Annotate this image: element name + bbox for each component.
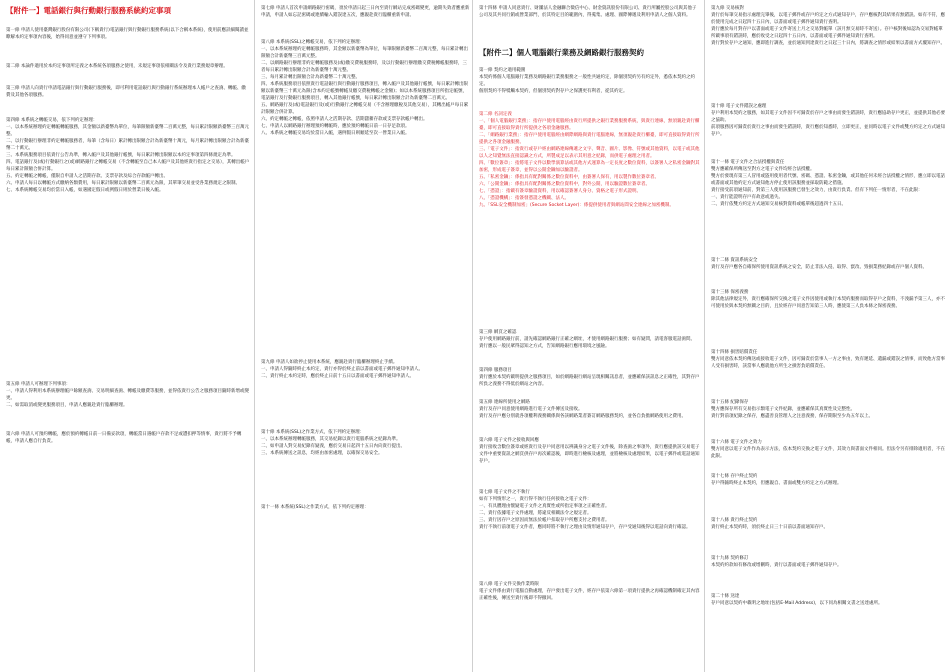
column-4 xyxy=(705,0,950,672)
attachment-1-title: 【附件一】電話銀行與行動銀行服務系統約定事項 xyxy=(6,6,171,15)
clause: 第六條 申請人可預約轉帳，應於預約轉帳日前一日備妥款項，轉帳當日遇帳戶存款不足或遭扣押等情事，貴行將不予轉帳，申請人應自行負責。 xyxy=(6,432,242,444)
clause: 第八條 本系統(SSL)之轉帳交易，依下列約定辦理： 一、以本系統辦理約定轉帳服務時，其金額以新臺幣為單位，每筆限額新臺幣二百萬元整，每日累計轉出限額合計新臺幣三百萬元整。 二、以網路銀行辦理非約定轉帳服務及(或)繳交費稅服務時，及以行動銀行辦理繳交費稅轉帳服務時，三者每日累計轉出限額合計為新臺幣十萬元整。 三、每月累計轉出限額合計為新臺幣二十萬元整。 四、本系統服務項目依照貴行電話銀行與行動銀行服務項目，轉入帳戶及其他銀行帳號，每日累計轉出限額以新臺幣三十萬元為限(含本約定帳號轉帳及繳交費稅轉帳之金額)；如以本系統服務項目所指定帳號，電話銀行及行動銀行服務項目，轉入其他銀行帳號，每日累計轉出限額合計為新臺幣二百萬元。 五、網路銀行及(或)電話銀行及(或)行動銀行之轉帳交易（不含辦理繳稅及其他交易），其轉出帳戶每日累計限額合併計算。 六、約定轉帳之轉帳，依照申請人之活期存款、活期儲蓄存款或支票存款帳戶轉出。 七、申請人以網路銀行辦理預約轉帳時，應於預約轉帳日前一日存足款項。 八、本系統之轉帳交易均於當日入帳，遇例假日則順延至次一營業日入帳。 xyxy=(261,40,469,136)
clause: 第八條 電子文件交換作業時限 電子文件係由貴行電腦自動處理，存戶發出電子文件，經存戶依第六條第一項貴行提供之再確認機制確定其內容正確性後，傳送至貴行後即不得撤回。 xyxy=(479,582,700,601)
clause: 第二十條 送達 存戶同意以契約中載明之地址(包括E-Mail Address)，以下同為相關文書之送達處所。 xyxy=(711,594,883,606)
clause: 第四條 本系統之轉帳交易，依下列約定辦理： 一、以本系統辦理約定轉帳轉帳服務，其金額以新臺幣為單位，每筆限額新臺幣二百萬元整，每日累計限額新臺幣三百萬元整。 二、以行動銀行辦理非約定轉帳服務者，每筆（含每日）累計轉出限額合計為新臺幣十萬元，每月累計轉出限額合計為新臺幣二十萬元。 三、本系統服務項目依貴行公告為準，轉入帳戶及其他銀行帳號，每日累計轉出限額以本約定事項第四條規定為準。 四、電話銀行及(或)行動銀行之(或)網路銀行之轉帳交易（不含轉帳至自己本人帳戶及其他經貴行指定之交易），其轉出帳戶每日累計限額合併計算。 五、約定轉帳之轉帳，僅限自申請人之活期存款、支票存款及綜合存款帳戶轉出。 六、申請人每日以轉帳方式繳納各類費用，每日累計限額以新臺幣二百萬元為限，其單筆交易並受各業務規定之限制。 七、本系統轉帳交易均於當日入帳，如遇國定假日或例假日則於營業日後入帳。 xyxy=(6,118,250,193)
clause: 第九條 交易核對 貴行於每筆交易指示處理完畢後，以電子郵件或存戶約定之方式通知存戶，存戶應核對其結果有無錯誤。如有不符，應於使用完成之日起四十五日內，以書面或電子郵件通知貴行查明。 貴行應於每月對存戶以書面或電子文件寄送上月之交易對帳單（該月無交易時不寄送）。存戶核對後如認為交易對帳單所載事項有錯誤時，應於收受之日起四十五日內，以書面或電子郵件通知貴行查明。 貴行對於存戶之通知，應即進行調查，並於通知到達貴行之日起三十日內，將調查之情形或結果以書面方式覆知存戶。 xyxy=(711,6,945,46)
column-1 xyxy=(0,0,253,672)
clause: 第二條 本論件適用於本約定事項所定義之本系統各項服務之使用，未規定事項依相關法令及貴行業務規章辦理。 xyxy=(6,64,228,69)
clause: 第十二條 資訊系統安全 貴行及存戶應各自確保所使用資訊系統之安全，防止非法入侵、取得、竄改、毀損業務紀錄或存戶個人資料。 xyxy=(711,258,927,270)
clause: 第十四條 損害賠償責任 雙方同意依本契約傳送或接收電子文件，因可歸責於當事人一方之事由，致有遲延、遺漏或錯誤之情事，而致他方當事人受有損害時，該當事人應就他方所生之損害負賠償責任。 xyxy=(711,350,945,369)
definitions-clause: 第二條 名詞定義 一、「個人電腦銀行業務」：指存戶使用電腦經由貴行所提供之銀行業務服務系統，與貴行連線，無須親赴貴行櫃臺，即可直接取得貴行所提供之各項金融服務。 二、「網路銀行業務」：指存戶使用電腦經由網際網路與貴行電腦連線，無須親赴貴行櫃臺，即可直接取得貴行所提供之各項金融服務。 三、「電子文件」：指貴行或存戶經由網路連線傳遞之文字、聲音、圖片、影像、符號或其他資料，以電子或其他以人之知覺無法直接認識之方式，所製成足以表示其用意之紀錄，而供電子處理之用者。 四、「數位簽章」：指將電子文件以數學演算法或其他方式運算為一定長度之數位資料，以簽署人之私密金鑰對其加密，形成電子簽章，並得以公開金鑰加以驗證者。 五、「私密金鑰」：係指具有配對關係之數位資料中，由簽署人保有，用以製作數位簽章者。 六、「公開金鑰」：係指具有配對關係之數位資料中，對外公開，用以驗證數位簽章者。 七、「憑證」：指載有簽章驗證資料，用以確認簽署人身分、資格之電子形式證明。 八、「憑證機構」：指簽發憑證之機關、法人。 九、「SSL安全機制加密」(Secure Socket Layer)：係提供使用者與網站間安全連線之加密機制。 xyxy=(479,112,700,208)
clause: 第四條 服務項目 貴行應於本契約載明提供之服務項目，如於網路銀行網站呈現相關訊息者，並應確保該訊息之正確性，其對存戶所負之義務不得低於網站之內容。 xyxy=(479,368,700,387)
clause: 第十條 電子文件錯誤之處理 存戶利用本契約之服務，如其電子文件因不可歸責於存戶之事由而發生錯誤時，貴行應協助存戶更正，並提供其他必要之協助。 前項服務因可歸責於貴行之事由而發生錯誤時，貴行應於知悉時，立即更正，並同時以電子文件或雙方約定之方式通知存戶。 xyxy=(711,104,945,137)
clause: 第七條 電子文件之不執行 如有下列情形之一，貴行得不執行任何接收之電子文件： 一、有具體理由懷疑電子文件之真實性或所指定事項之正確性者。 二、貴行依據電子文件處理，將違反相關法令之規定者。 三、貴行因存戶之原因而無法於帳戶扣取存戶所應支付之費用者。 貴行不執行前項電子文件者，應同時將不執行之理由及情形通知存戶，存戶受通知後得以電話向貴行確認。 xyxy=(479,490,691,530)
clause: 第十五條 紀錄保存 雙方應保存所有交易指示類電子文件紀錄，並應確保其真實性及完整性。 貴行對前項紀錄之保存，應盡善良管理人之注意義務，保存期限至少為五年以上。 xyxy=(711,400,873,419)
clause: 第十一條 本系統(SSL)之作業方式，依下列約定辦理： xyxy=(261,505,369,510)
clause: 第十條 本系統(SSL)之作業方式，依下列約定辦理： 一、以本系統辦理轉帳服務，其交易紀錄以貴行電腦系統之紀錄為準。 二、如申請人對交易紀錄有疑義，應於交易日起四十五日內向貴行提出。 三、本系統傳送之訊息，均經由加密處理，以確保交易安全。 xyxy=(261,430,405,456)
clause: 第十六條 電子文件之效力 雙方同意以電子文件作為表示方法，依本契約交換之電子文件，其效力與書面文件相同。但法令另有排除適用者，不在此限。 xyxy=(711,440,945,459)
clause: 第九條 申請人如欲停止使用本系統，應親赴貴行臨櫃辦理終止手續。 一、申請人得隨時終止本約定，貴行亦得於終止前以書面或電子郵件通知申請人。 二、貴行終止本約定時，應於終止日前十五日以書面或電子郵件通知申請人。 xyxy=(261,360,423,379)
clause: 第三條 申請人向貴行申請電話銀行與行動銀行服務後，即可利用電話銀行與行動銀行系統辦理本人帳戶之查詢、轉帳、繳費及其他各項服務。 xyxy=(6,86,246,98)
column-3 xyxy=(473,0,703,672)
column-2 xyxy=(255,0,473,672)
clause: 第五條 連線所使用之網路 貴行及存戶同意使用網路進行電子文件傳送及接收。 貴行及存戶應分別就各項權利義務關係與各該網路業者簽訂網路服務契約，並各自負擔網路使用之費用。 xyxy=(479,400,686,419)
clause: 第十一條 電子文件之合法授權與責任 雙方應確保所傳送至對方之電子文件均經合法授權。 雙方於發現有第三人冒用或盜用使用者代號、密碼、憑證、私密金鑰，或其他任何未經合法授權之情形，應立即以電話或書面或其他約定方式通知他方停止使用該服務並採取防範之措施。 貴行接受前項通知前，對第三人使用該服務已發生之效力，由貴行負責。但有下列任一情形者，不在此限： 一、貴行能證明存戶有故意或過失。 二、貴行依雙方約定方式通知交易核對資料或帳單後超過四十五日。 xyxy=(711,160,945,207)
clause: 第十七條 存戶終止契約 存戶得隨時終止本契約，但應親自、書面或雙方約定之方式辦理。 xyxy=(711,474,842,486)
clause: 第一條 申請人使用臺灣銀行股份有限公司(下稱貴行)電話銀行與行動銀行服務系統(以下合稱本系統)，使用前應詳細閱讀並瞭解本約定事項內容後，始得同意並遵守下列事項。 xyxy=(6,28,249,40)
clause: 第十三條 保密義務 除其他法律規定外，貴行應確保所交換之電子文件因使用或執行本契約服務而取得存戶之資料，不洩漏予第三人，亦不可使用於與本契約無關之目的，且於經存戶同意告知第三人時，應使第三人負本條之保密義務。 xyxy=(711,290,945,309)
clause: 第十九條 契約修訂 本契約約款如有修改或增刪時，貴行以書面或電子郵件通知存戶。 xyxy=(711,556,842,568)
clause: 第三條 網頁之確認 存戶使用網路銀行前，請先確認網路銀行正確之網址，才使用網路銀行服務；如有疑問，請電客服電話詢問。 貴行應以一般民眾得認知之方式，告知網路銀行應用環境之風險。 xyxy=(479,330,695,349)
clause: 第十八條 貴行終止契約 貴行終止本契約時，須於終止日三十日前以書面通知存戶。 xyxy=(711,518,828,530)
clause: 第一條 契約之適用範圍 本契約係個人電腦銀行業務及網路銀行業務服務之一般性共通約定，除個別契約另有約定外，悉依本契約之約定。 個別契約不得牴觸本契約，但個別契約對存戶之保護更有利者，從其約定。 xyxy=(479,68,695,94)
clause: 第七條 申請人首次申請網路銀行密碼，須於申請日起三日內至貴行網站完成密碼變更，逾期失效者應重新申請，申請人如忘記密碼或連續輸入錯誤達五次，應親赴貴行臨櫃重新申請。 xyxy=(261,6,470,18)
attachment-2-title: 【附件二】個人電腦銀行業務及網路銀行服務契約 xyxy=(479,48,644,57)
clause: 第五條 申請人可辦理下列事項： 一、申請人得利用本系統辦理帳戶餘額查詢、交易明細查詢、轉帳及繳費等服務，並得依貴行公告之服務項目隨時新增或變更。 二、如需取消或變更服務項目，申請人應親赴貴行臨櫃辦理。 xyxy=(6,382,249,408)
clause: 第六條 電子文件之接收與回應 貴行接收含數位簽章或經貴行及存戶同意用以辨識身分之電子文件後，除查詢之事項外，貴行應提供該交易電子文件中重要資訊之網頁供存戶再次確認後，即時進行檢核及處理，並將檢核及處理結果，以電子郵件或電話通知存戶。 xyxy=(479,438,700,464)
clause: 第十四條 申請人同意貴行、財團法人金融聯合徵信中心、財金資訊股份有限公司、貴行所屬控股公司與其他子公司及其共同行銷或營業部門，於其特定目的範圍內，得蒐集、處理、國際傳遞及利用申請人之個人資料。 xyxy=(479,6,697,18)
